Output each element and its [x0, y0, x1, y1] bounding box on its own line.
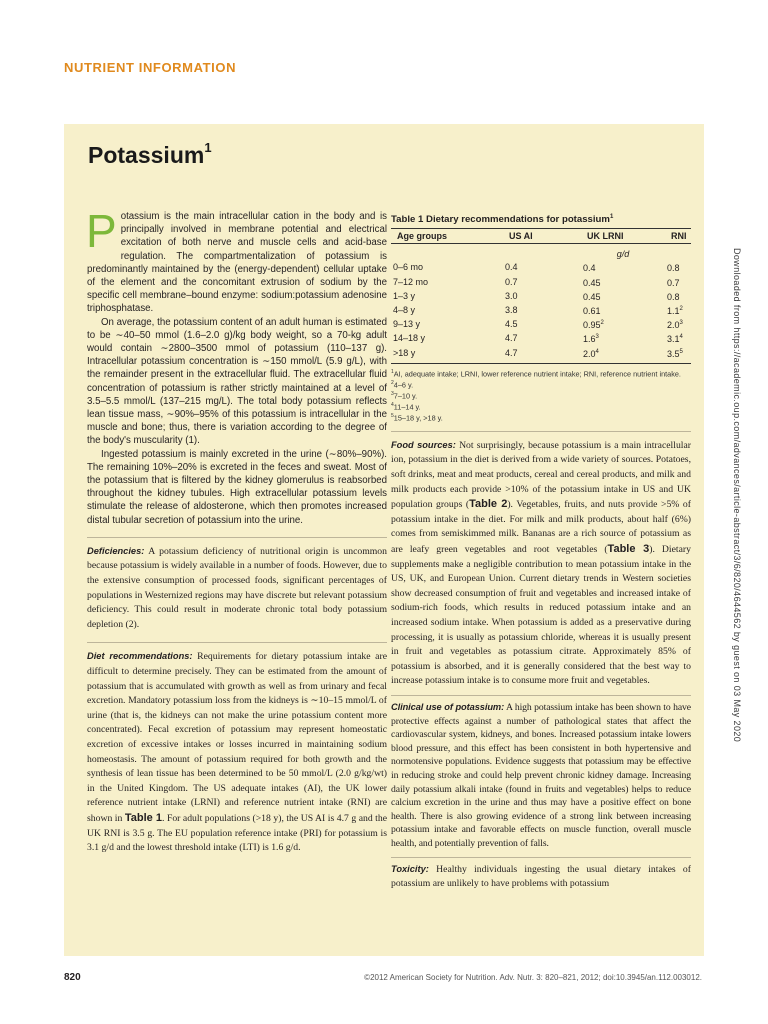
table-cell	[665, 317, 691, 331]
unit-label: g/d	[616, 249, 630, 260]
cell-value: 2.0	[667, 320, 680, 331]
cell-value: 3.1	[667, 334, 680, 345]
divider	[87, 642, 387, 643]
cell-value: 4.5	[505, 319, 518, 330]
section-text: A high potassium intake has been shown to have protective effects against a number of pathological states that affect the cardiovascular system, kidneys, and bones. Increased potassium intake lowers blood pressure, and this effect has been consistent in both hypertensive and normotensive populations. Evidence suggests that potassium may be effective in reducing stroke and could help prevent chronic kidney damage. Increasing daily potassium alkali intake (found in fruits and vegetables) helps to reduce calcium excretion in the urine and thus may have a positive effect on bone health. There is also growing evidence of a strong link between increasing potassium intake and favorable effects on muscle function, overall muscle health, and potentially prevention of falls.	[391, 701, 691, 849]
cell-value: 0.45	[583, 291, 601, 302]
cell-value: 14–18 y	[393, 333, 426, 344]
table-cell	[665, 260, 691, 274]
cell-value: 3.5	[667, 348, 680, 359]
table-reference-link[interactable]: Table 3	[607, 543, 650, 556]
table-cell	[581, 303, 665, 317]
cell-value: 4.7	[505, 333, 518, 344]
table-cell	[665, 331, 691, 345]
section-heading: Deficiencies:	[87, 545, 145, 556]
cell-value: 0.7	[505, 276, 518, 287]
page-number: 820	[64, 972, 81, 983]
table-cell	[665, 303, 691, 317]
toxicity-section	[391, 862, 691, 892]
cell-value: 0.4	[583, 263, 596, 274]
table-footnotes	[391, 368, 691, 423]
cell-value: >18 y	[393, 347, 416, 358]
table-cell	[503, 317, 581, 331]
drop-cap: P	[86, 205, 117, 257]
cell-value: 0.8	[667, 263, 680, 274]
cell-value: 0.45	[583, 277, 601, 288]
table-caption	[391, 214, 691, 225]
paragraph: Ingested potassium is mainly excreted in the urine (∼80%–90%). The remaining 10%–20% is excreted in the feces and sweat. Most of the potassium that is filtered by the kidney glomerulus is reabsorbed throughout the kidney tubules. High extracellular potassium levels stimulate the release of aldosterone, which then promotes increased distal tubular secretion of potassium into the urine.	[87, 448, 387, 526]
footnote-mark: 3	[391, 390, 394, 397]
table-row	[391, 289, 691, 303]
cell-value: 9–13 y	[393, 319, 421, 330]
section-label: NUTRIENT INFORMATION	[64, 60, 237, 75]
cell-value: 0–6 mo	[393, 262, 424, 273]
column-header: RNI	[665, 229, 691, 244]
section-heading: Toxicity:	[391, 863, 429, 874]
table-cell	[665, 289, 691, 303]
table-row	[391, 317, 691, 331]
intro-text	[86, 205, 387, 527]
table-cell	[503, 331, 581, 345]
paragraph-text: otassium is the main intracellular cation in the body and is principally involved in membrane potential and electrical excitation of both nerve and muscle cells and acid-base regulation. The compartmentalization of potassium is predominantly maintained by the (energy-dependent) cellular uptake of the element and the concomitant extrusion of sodium by the specific cell membrane–bound enzyme: sodium:potassium adenosine triphosphatase.	[87, 211, 387, 315]
cell-value: 1–3 y	[393, 290, 416, 301]
cell-value: 4.7	[505, 347, 518, 358]
section-text: ). Vegetables, fruits, and nuts provide >5% of potassium intake in the diet. For milk and milk products, about half (6%) comes from semiskimmed milk. Bananas are a rich source of potassium as are leafy green vegetables and root vegetables (	[391, 499, 691, 556]
column-header: Age groups	[391, 229, 503, 244]
divider	[87, 537, 387, 538]
right-column	[391, 214, 691, 892]
cell-value: 2.0	[583, 348, 596, 359]
table-cell	[391, 303, 503, 317]
column-header: UK LRNI	[581, 229, 665, 244]
table-cell	[581, 260, 665, 274]
food-sources-section	[391, 438, 691, 689]
table-footnote	[391, 401, 691, 412]
footnote-text: 15–18 y, >18 y.	[393, 413, 443, 423]
table-header-row	[391, 229, 691, 244]
article-title	[88, 142, 212, 169]
paragraph	[86, 205, 387, 316]
table-cell	[581, 346, 665, 364]
table-cell	[665, 346, 691, 364]
cell-footnote-mark: 2	[600, 320, 604, 327]
table-cell	[391, 289, 503, 303]
cell-value: 0.61	[583, 306, 601, 316]
footnote-text: 4–6 y.	[393, 380, 414, 390]
divider	[391, 695, 691, 696]
section-text: Not surprisingly, because potassium is a main intracellular ion, potassium in the diet is derived from a wide variety of sources. Potatoes, soft drinks, meat and meat products, cereal and cereal products, and milk and milk products each provide >10% of the potassium intake in US and UK population groups (	[391, 439, 692, 511]
download-watermark-text: Downloaded from https://academic.oup.com/advances/article-abstract/3/6/820/4644562 by guest on 03 May 2020	[732, 248, 742, 743]
diet-recommendations-section	[87, 649, 387, 855]
table-cell	[581, 275, 665, 289]
cell-value: 0.4	[505, 262, 518, 273]
table-cell	[391, 346, 503, 364]
footnote-mark: 4	[391, 401, 394, 408]
citation-footer: ©2012 American Society for Nutrition. Adv. Nutr. 3: 820–821, 2012; doi:10.3945/an.112.003012.	[364, 973, 702, 982]
unit-row	[391, 244, 691, 261]
table-cell	[581, 317, 665, 331]
table-cell	[503, 303, 581, 317]
cell-value: 0.95	[583, 320, 601, 331]
table-row	[391, 346, 691, 364]
footnote-text: 7–10 y.	[393, 391, 418, 401]
cell-footnote-mark: 3	[679, 320, 683, 327]
footnote-text: 11–14 y.	[393, 402, 421, 412]
column-header: US AI	[503, 229, 581, 244]
table-reference-link[interactable]: Table 2	[469, 498, 508, 511]
cell-value: 1.1	[667, 306, 680, 316]
cell-footnote-mark: 4	[595, 348, 599, 355]
table-cell	[391, 260, 503, 274]
clinical-use-section	[391, 701, 691, 851]
table-cell	[581, 289, 665, 303]
footnote-mark: 1	[391, 368, 394, 375]
cell-footnote-mark: 4	[679, 334, 683, 341]
table-cell	[391, 331, 503, 345]
left-column	[86, 205, 388, 856]
cell-value: 4–8 y	[393, 305, 416, 315]
cell-value: 3.8	[505, 305, 518, 315]
section-heading: Diet recommendations:	[87, 651, 193, 662]
table-row	[391, 331, 691, 345]
dietary-recommendations-table	[391, 228, 691, 364]
section-text: ). Dietary supplements make a negligible contribution to mean potassium intake in the US, UK, and European Union. Current dietary trends in Western societies show decreased consumption of fruit and vegetables and increased intake of sodium-rich foods, which results in reduced potassium intake and an increased sodium intake. When potassium is added as a preservative during processing, it is usually as potassium chloride, whereas it is usually present in fruit and vegetables as potassium citrate. Approximately 85% of potassium is absorbed, and it is generally considered that the best way to increase potassium intake is to consume more fruit and vegetables.	[391, 544, 691, 687]
paragraph: On average, the potassium content of an adult human is estimated to be ∼40–50 mmol (1.6–2.0 g)/kg body weight, so a 70-kg adult would contain ∼2800–3500 mmol of potassium (110–137 g). Intracellular potassium concentration is ∼150 mmol/L (5.9 g/L), with the remainder present in the extracellular fluid. The extracellular fluid concentration of potassium is rather strictly maintained at a level of 3.5–5.5 mmol/L (137–215 mg/L). The total body potassium reflects lean tissue mass, ∼90%–95% of this potassium is intracellular in the muscle and bone; thus, there is variation according to the degree of the body's muscularity (1).	[87, 316, 387, 447]
caption-footnote-mark: 1	[609, 214, 614, 220]
deficiencies-section	[87, 544, 387, 633]
cell-value: 3.0	[505, 290, 518, 301]
table-row	[391, 260, 691, 274]
footnote-text: AI, adequate intake; LRNI, lower reference nutrient intake; RNI, reference nutrient intake.	[393, 369, 681, 379]
table-footnote	[391, 412, 691, 423]
table-cell	[503, 260, 581, 274]
divider	[391, 857, 691, 858]
cell-value: 0.7	[667, 277, 680, 288]
cell-footnote-mark: 2	[679, 306, 683, 312]
cell-value: 7–12 mo	[393, 276, 429, 287]
title-text: Potassium	[88, 142, 205, 168]
table-footnote	[391, 390, 691, 401]
table-row	[391, 303, 691, 317]
section-text: Requirements for dietary potassium intake are difficult to determine precisely. They can be estimated from the amount of potassium that is accumulated with growth as well as from urinary and fecal excretion. Mandatory potassium loss from the kidneys is ∼10–15 mmol/L of urine (that is, the kidneys can not make the urine potassium content more concentrated). Fecal excretion of potassium may represent homeostatic excretion of excessive intakes or losses incurred in maintaining sodium homeostasis. The amount of potassium required for both growth and the synthesis of lean tissue has been determined to be 50 mmol/L (2.0 g/kg/wt) in the United Kingdom. The US adequate intakes (AI), the UK lower reference nutrient intake (LRNI) and reference nutrient intake (RNI) are shown in	[87, 651, 387, 824]
title-footnote-mark: 1	[204, 140, 212, 155]
table-cell	[665, 275, 691, 289]
footnote-mark: 2	[391, 379, 394, 386]
section-text: Healthy individuals ingesting the usual dietary intakes of potassium are unlikely to have problems with potassium	[391, 863, 692, 890]
cell-value: 1.6	[583, 334, 596, 345]
section-heading: Clinical use of potassium:	[391, 701, 505, 712]
section-text: A potassium deficiency of nutritional origin is uncommon because potassium is widely available in a number of foods. However, due to the extensive consumption of processed foods, significant percentages of populations in Westernized regions may have discrete but relevant potassium deficiency. This could result in moderate chronic total body potassium depletion (2).	[87, 545, 387, 630]
table-cell	[391, 275, 503, 289]
cell-footnote-mark: 3	[595, 334, 599, 341]
section-text: . For adult populations (>18 y), the US AI is 4.7 g and the UK RNI is 3.5 g. The EU population reference intake (PRI) for potassium is 3.1 g/d and the lowest threshold intake (LTI) is 1.6 g/d.	[87, 812, 388, 854]
table-cell	[503, 289, 581, 303]
table-reference-link[interactable]: Table 1	[124, 811, 163, 824]
cell-footnote-mark: 5	[679, 348, 683, 355]
table-cell	[391, 317, 503, 331]
cell-value: 0.8	[667, 291, 680, 302]
table-footnote	[391, 379, 691, 390]
section-heading: Food sources:	[391, 439, 456, 450]
footnote-mark: 5	[391, 412, 394, 419]
table-row	[391, 275, 691, 289]
table-footnote	[391, 368, 691, 379]
divider	[391, 431, 691, 432]
table-cell	[581, 331, 665, 345]
table-cell	[503, 275, 581, 289]
caption-text: Table 1 Dietary recommendations for potassium	[391, 214, 610, 226]
table-cell	[503, 346, 581, 364]
